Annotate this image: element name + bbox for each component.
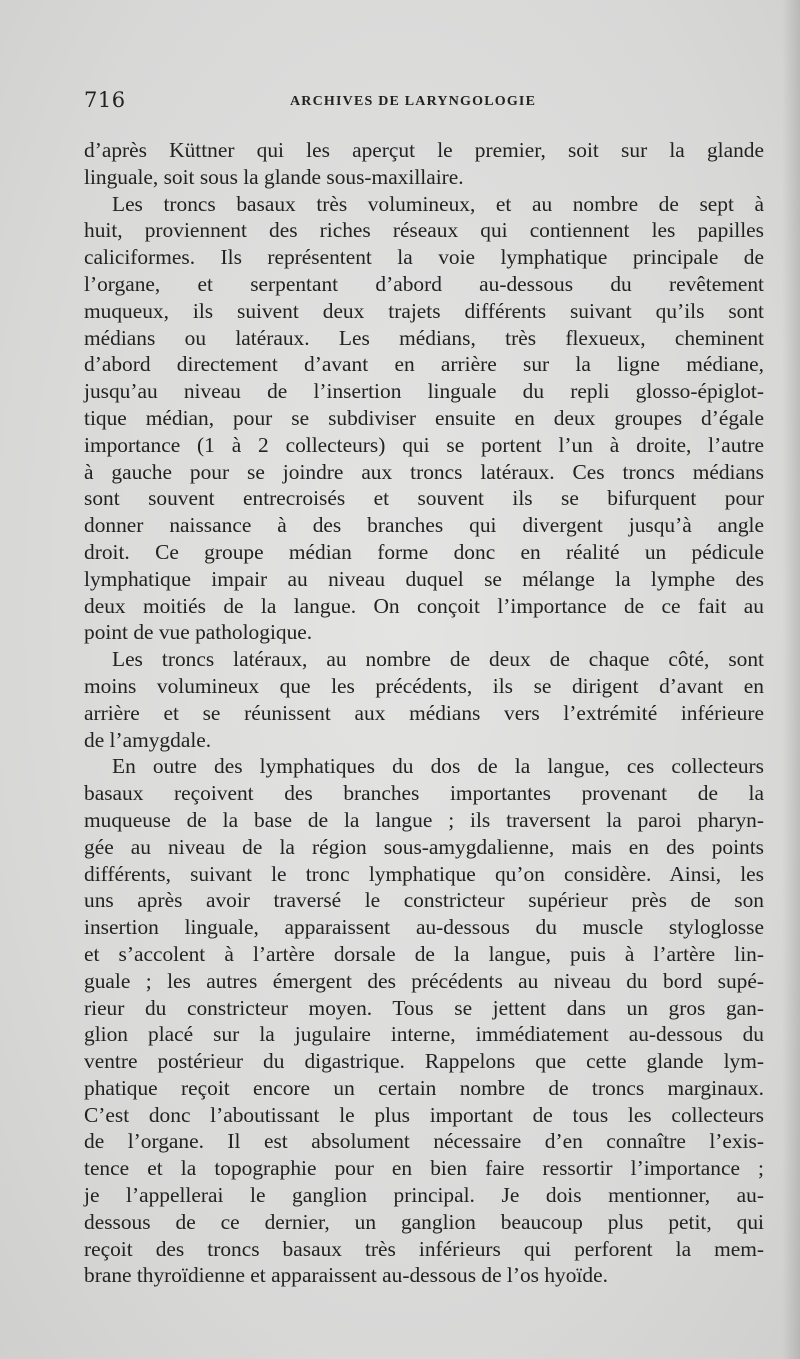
text-line: et s’accolent à l’artère dorsale de la langue, puis à l’artère lin-	[84, 941, 764, 966]
text-line: point de vue pathologique.	[84, 620, 313, 645]
text-line: jusqu’au niveau de l’insertion linguale du repli glosso-épiglot-	[84, 379, 764, 404]
text-line: insertion linguale, apparaissent au-dessous du muscle styloglosse	[84, 915, 764, 940]
text-line: uns après avoir traversé le constricteur supérieur près de son	[84, 888, 764, 913]
text-line: moins volumineux que les précédents, ils se dirigent d’avant en	[84, 673, 764, 698]
text-line: rieur du constricteur moyen. Tous se jettent dans un gros gan-	[84, 995, 764, 1020]
text-line: huit, proviennent des riches réseaux qui contiennent les papilles	[84, 218, 764, 243]
text-line: linguale, soit sous la glande sous-maxillaire.	[84, 164, 464, 189]
text-line: Les troncs latéraux, au nombre de deux de chaque côté, sont	[112, 647, 764, 672]
text-line: ventre postérieur du digastrique. Rappelons que cette glande lym-	[84, 1049, 764, 1074]
text-line: phatique reçoit encore un certain nombre de troncs marginaux.	[84, 1075, 764, 1100]
text-line: à gauche pour se joindre aux troncs latéraux. Ces troncs médians	[84, 459, 764, 484]
text-line: droit. Ce groupe médian forme donc en réalité un pédicule	[84, 539, 764, 564]
text-line: sont souvent entrecroisés et souvent ils se bifurquent pour	[84, 486, 764, 511]
text-line: tence et la topographie pour en bien faire ressortir l’importance ;	[84, 1156, 764, 1181]
text-line: je l’appellerai le ganglion principal. Je dois mentionner, au-	[84, 1183, 764, 1208]
text-line: muqueux, ils suivent deux trajets différents suivant qu’ils sont	[84, 298, 764, 323]
text-line: donner naissance à des branches qui divergent jusqu’à angle	[84, 513, 764, 538]
text-line: reçoit des troncs basaux très inférieurs qui perforent la mem-	[84, 1236, 764, 1261]
text-line: de l’organe. Il est absolument nécessaire d’en connaître l’exis-	[84, 1129, 764, 1154]
text-line: différents, suivant le tronc lymphatique qu’on considère. Ainsi, les	[84, 861, 764, 886]
text-line: de l’amygdale.	[84, 727, 212, 752]
page-number: 716	[84, 88, 126, 112]
text-line: guale ; les autres émergent des précédents au niveau du bord supé-	[84, 968, 764, 993]
text-line: gée au niveau de la région sous-amygdalienne, mais en des points	[84, 834, 764, 859]
text-line: glion placé sur la jugulaire interne, immédiatement au-dessous du	[84, 1022, 764, 1047]
text-line: En outre des lymphatiques du dos de la langue, ces collecteurs	[112, 754, 764, 779]
text-line: arrière et se réunissent aux médians vers l’extrémité inférieure	[84, 700, 764, 725]
text-line: dessous de ce dernier, un ganglion beaucoup plus petit, qui	[84, 1209, 764, 1234]
text-line: tique médian, pour se subdiviser ensuite en deux groupes d’égale	[84, 405, 764, 430]
text-line: médians ou latéraux. Les médians, très flexueux, cheminent	[84, 325, 764, 350]
text-line: C’est donc l’aboutissant le plus important de tous les collecteurs	[84, 1102, 764, 1127]
body-text	[84, 137, 764, 1289]
page-edge-shadow	[782, 0, 800, 1359]
text-line: deux moitiés de la langue. On conçoit l’importance de ce fait au	[84, 593, 764, 618]
page-header	[84, 88, 764, 118]
text-line: lymphatique impair au niveau duquel se mélange la lymphe des	[84, 566, 764, 591]
text-line: brane thyroïdienne et apparaissent au-dessous de l’os hyoïde.	[84, 1263, 608, 1288]
text-line: l’organe, et serpentant d’abord au-dessous du revêtement	[84, 271, 764, 296]
text-line: muqueuse de la base de la langue ; ils traversent la paroi pharyn-	[84, 807, 764, 832]
text-line: caliciformes. Ils représentent la voie lymphatique principale de	[84, 245, 764, 270]
text-line: importance (1 à 2 collecteurs) qui se portent l’un à droite, l’autre	[84, 432, 764, 457]
text-line: basaux reçoivent des branches importantes provenant de la	[84, 781, 764, 806]
text-line: d’abord directement d’avant en arrière sur la ligne médiane,	[84, 352, 764, 377]
running-head: ARCHIVES DE LARYNGOLOGIE	[290, 94, 537, 109]
text-line: Les troncs basaux très volumineux, et au nombre de sept à	[112, 191, 764, 216]
text-line: d’après Küttner qui les aperçut le premier, soit sur la glande	[84, 138, 764, 162]
